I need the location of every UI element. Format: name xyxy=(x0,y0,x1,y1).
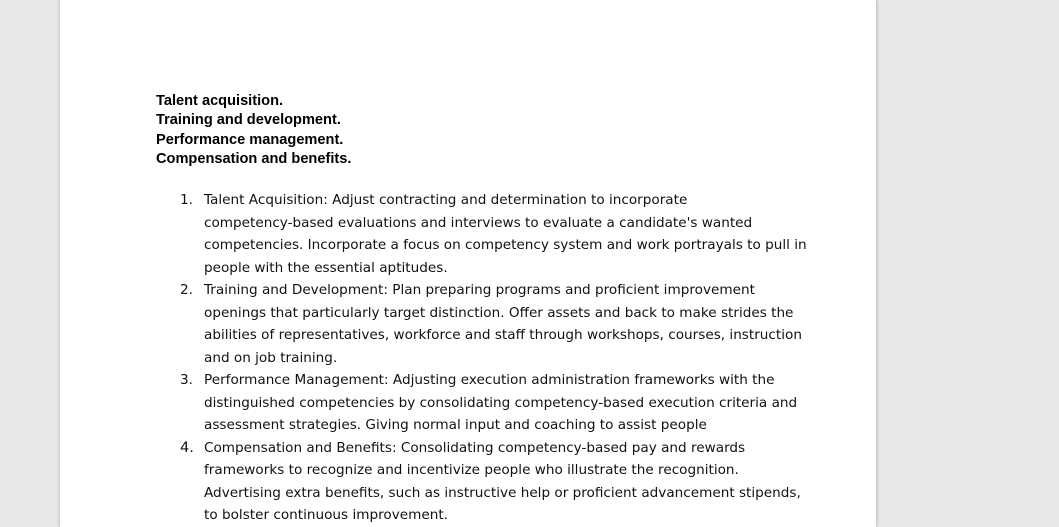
heading-talent-acquisition: Talent acquisition. xyxy=(156,93,284,109)
list-item-line: Talent Acquisition: Adjust contracting and determination to incorporate xyxy=(204,192,688,208)
list-number: 4. xyxy=(180,438,194,456)
heading-compensation-benefits: Compensation and benefits. xyxy=(156,151,352,168)
list-item-line: competencies. Incorporate a focus on competency system and work portrayals to pull in xyxy=(204,237,807,253)
list-item-line: and on job training. xyxy=(204,349,338,366)
list-number: 3. xyxy=(180,372,193,388)
list-item xyxy=(180,189,807,279)
heading-training-development: Training and development. xyxy=(156,112,341,129)
heading-list xyxy=(156,92,351,170)
list-item xyxy=(180,437,801,527)
list-item-line: assessment strategies. Giving normal input and coaching to assist people xyxy=(204,417,707,433)
list-item-line: Training and Development: Plan preparing programs and proficient improvement xyxy=(204,282,755,298)
list-item-line: Performance Management: Adjusting execution administration frameworks with the xyxy=(204,372,775,388)
list-number: 2. xyxy=(180,282,193,298)
list-item-line: abilities of representatives, workforce and staff through workshops, courses, instruction xyxy=(204,327,802,343)
list-number: 1. xyxy=(180,192,193,208)
list-item-line: people with the essential aptitudes. xyxy=(204,259,448,276)
list-item-line: competency-based evaluations and interviews to evaluate a candidate's wanted xyxy=(204,214,753,231)
list-item xyxy=(180,369,798,437)
list-item-line: to bolster continuous improvement. xyxy=(204,507,448,523)
list-item-line: Compensation and Benefits: Consolidating competency-based pay and rewards xyxy=(204,439,746,456)
heading-performance-management: Performance management. xyxy=(156,131,344,148)
list-item xyxy=(180,279,802,369)
list-item-line: distinguished competencies by consolidating competency-based execution criteria and xyxy=(204,394,798,411)
numbered-list xyxy=(180,189,807,527)
document-page xyxy=(60,0,876,527)
list-item-line: Advertising extra benefits, such as instructive help or proficient advancement stipends, xyxy=(204,484,801,501)
list-item-line: openings that particularly target distinction. Offer assets and back to make strides the xyxy=(204,304,794,321)
list-item-line: frameworks to recognize and incentivize people who illustrate the recognition. xyxy=(204,462,739,478)
